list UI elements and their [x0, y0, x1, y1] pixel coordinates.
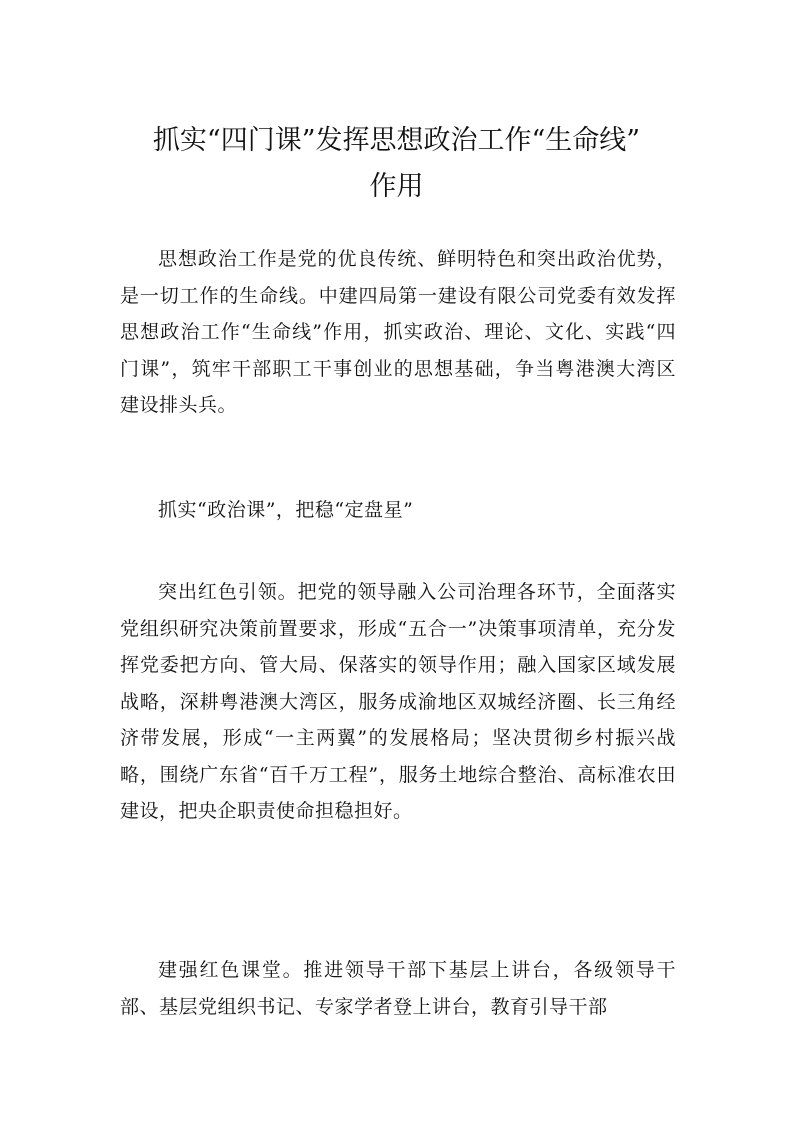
body-paragraph: 建强红色课堂。推进领导干部下基层上讲台，各级领导干部、基层党组织书记、专家学者登上讲台，教育引导干部 [120, 959, 676, 1018]
body-paragraph: 突出红色引领。把党的领导融入公司治理各环节，全面落实党组织研究决策前置要求，形成“五合一”决策事项清单，充分发挥党委把方向、管大局、保落实的领导作用；融入国家区域发展战略，深耕粤港澳大湾区，服务成渝地区双城经济圈、长三角经济带发展，形成“一主两翼”的发展格局；坚决贯彻乡村振兴战略，围绕广东省“百千万工程”，服务土地综合整治、高标准农田建设，把央企职责使命担稳担好。 [120, 581, 676, 822]
title-line-1: 抓实“四门课”发挥思想政治工作“生命线” [152, 125, 641, 156]
section-heading: 抓实“政治课”，把稳“定盘星” [158, 499, 414, 521]
document-title [100, 118, 693, 210]
intro-paragraph: 思想政治工作是党的优良传统、鲜明特色和突出政治优势，是一切工作的生命线。中建四局第一建设有限公司党委有效发挥思想政治工作“生命线”作用，抓实政治、理论、文化、实践“四门课”，筑牢干部职工干事创业的思想基础，争当粤港澳大湾区建设排头兵。 [120, 248, 676, 416]
title-line-2: 作用 [369, 171, 424, 202]
